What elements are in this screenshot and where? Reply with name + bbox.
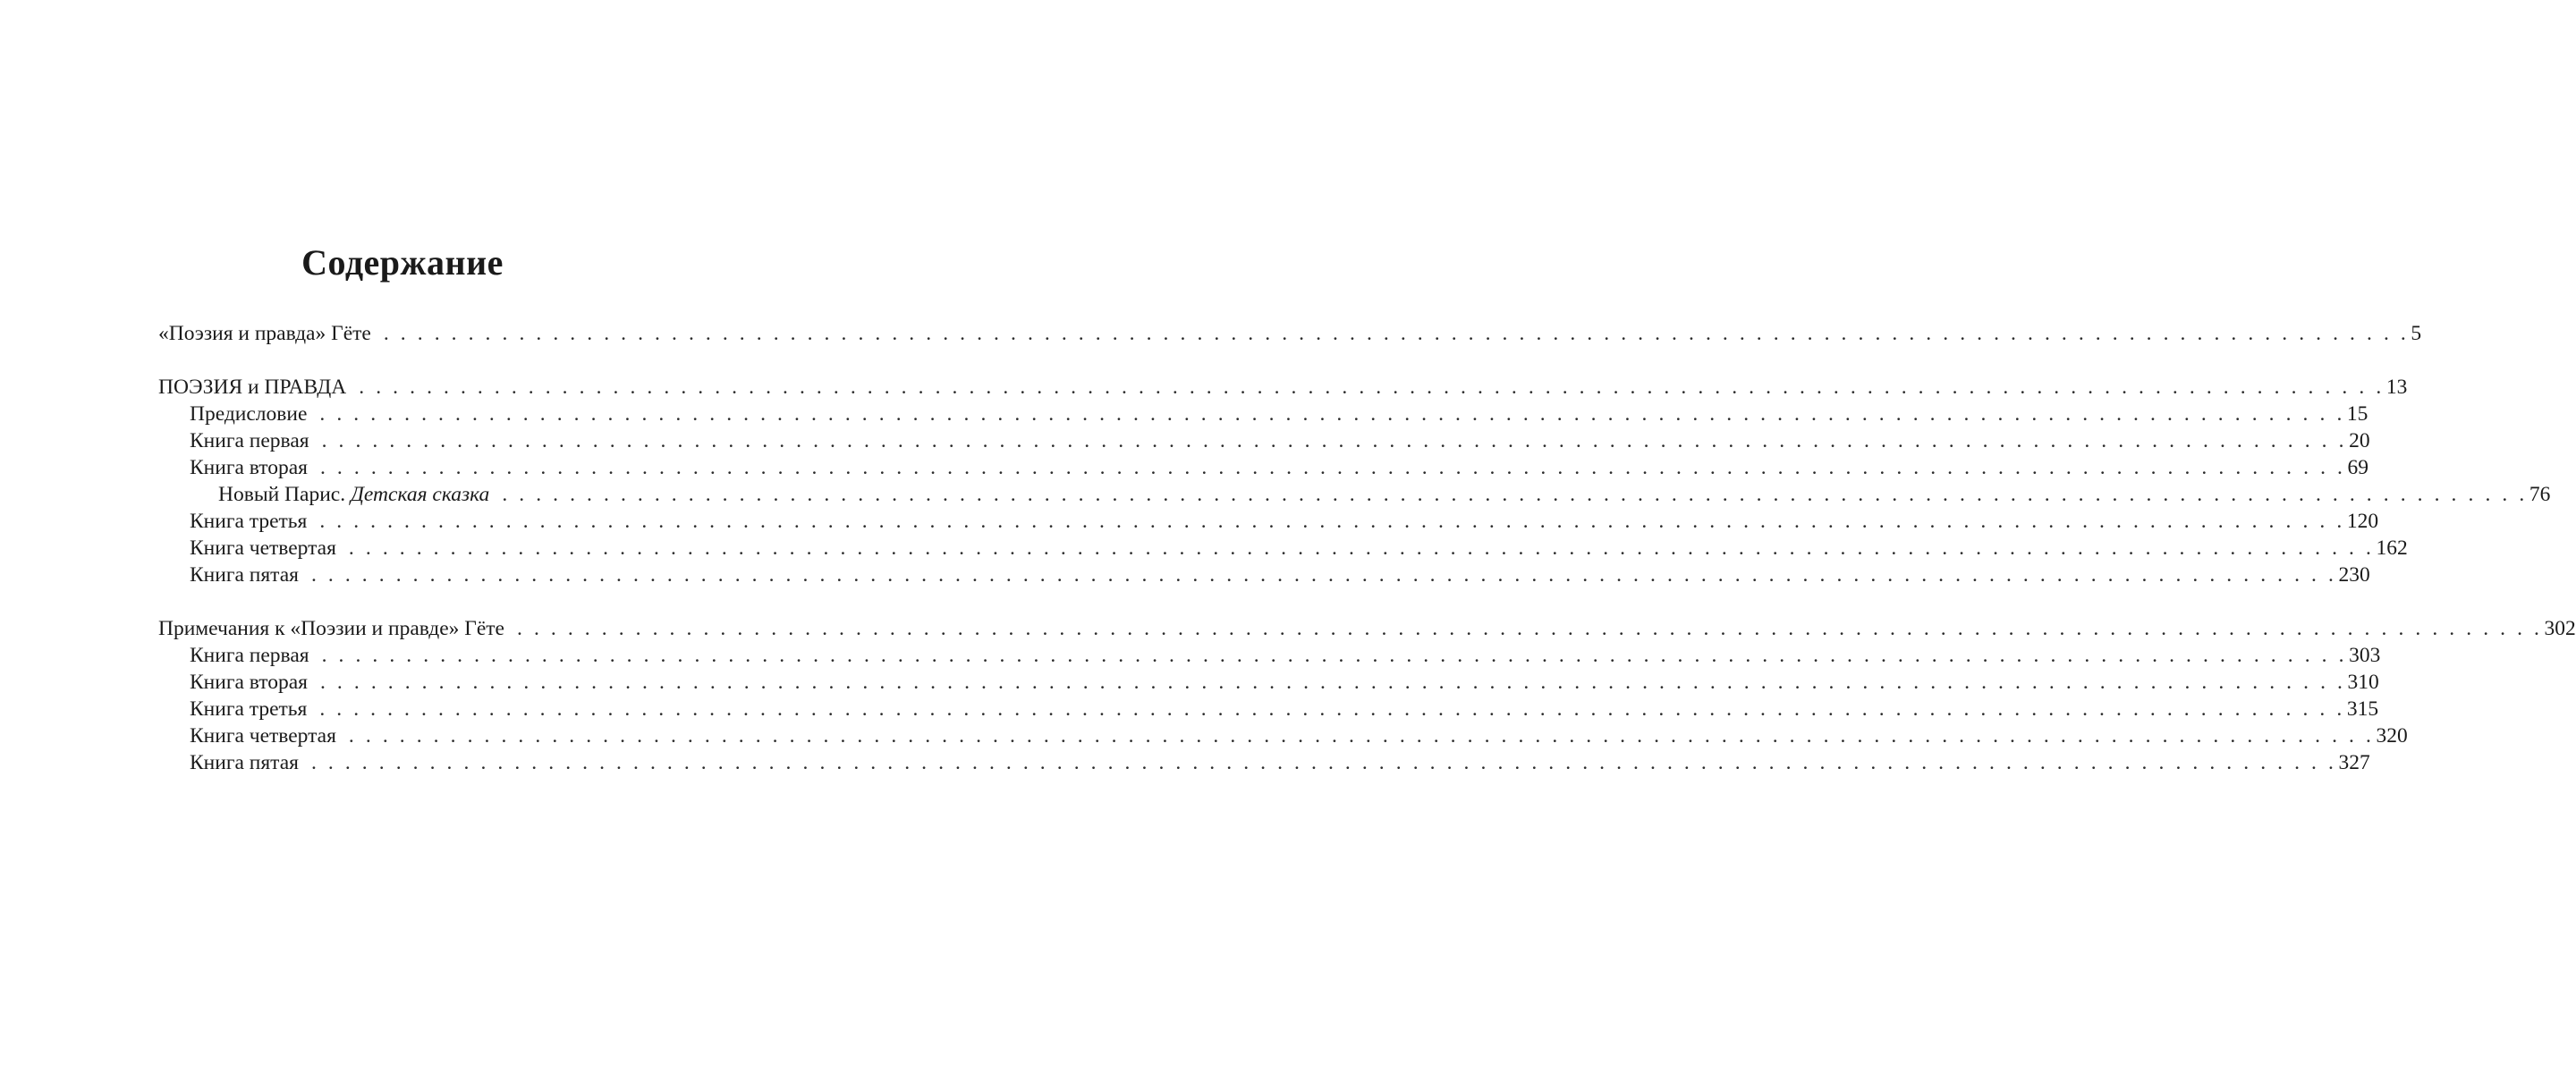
toc-entry[interactable] [158,642,2381,669]
toc-entry[interactable] [158,696,2379,722]
toc-entry-label [190,696,307,722]
section-spacer [158,588,670,615]
toc-entry-label [190,642,309,669]
toc-page-number: 5 [2411,322,2422,345]
toc-entry-label [190,562,299,588]
toc-entry-title: Предисловие [190,402,308,426]
dot-leader: . . . . . . . . . . . . . . . . . . . . . . . . . . . . . . . . . . . . . . . . . . . . . . . . . . . . . . . . . . . . . . . . . . . . . . . . . . . . . . . . . . . . . . . . . . . . . . . . . . . . . . . . . . . . . . . . . . . . . . . . [319,402,2345,426]
toc-page-number: 15 [2346,402,2368,426]
dot-leader: . . . . . . . . . . . . . . . . . . . . . . . . . . . . . . . . . . . . . . . . . . . . . . . . . . . . . . . . . . . . . . . . . . . . . . . . . . . . . . . . . . . . . . . . . . . . . . . . . . . . . . . . . . . . . . . . . . . . . . . . [319,697,2345,721]
toc-section [158,320,2422,347]
toc-entry-label [158,615,504,642]
dot-leader: . . . . . . . . . . . . . . . . . . . . . . . . . . . . . . . . . . . . . . . . . . . . . . . . . . . . . . . . . . . . . . . . . . . . . . . . . . . . . . . . . . . . . . . . . . . . . . . . . . . . . . . . . . . . . . . . . . . . . . . . [321,644,2348,667]
section-spacer [158,347,670,374]
toc-entry[interactable] [158,374,2408,401]
toc-entry-title: «Поэзия и правда» Гёте [158,322,371,345]
toc-entry-label [190,535,336,562]
toc-entry-title: Книга вторая [190,671,308,694]
toc-page-number: 76 [2529,483,2551,506]
toc-entry-title: Книга третья [190,697,308,721]
toc-entry[interactable] [158,320,2422,347]
toc-entry[interactable] [158,562,2370,588]
toc-entry[interactable] [158,669,2379,696]
toc-entry[interactable] [158,615,2576,642]
toc-page-number: 20 [2349,429,2370,452]
toc-entry[interactable] [158,427,2370,454]
toc-page-number: 320 [2376,724,2408,748]
toc-entry-title: Книга первая [190,429,309,452]
toc-entry-subtitle: Детская сказка [350,483,490,506]
dot-leader: . . . . . . . . . . . . . . . . . . . . . . . . . . . . . . . . . . . . . . . . . . . . . . . . . . . . . . . . . . . . . . . . . . . . . . . . . . . . . . . . . . . . . . . . . . . . . . . . . . . . . . . . . . . . . . . . . . . . . . . . [319,671,2346,694]
toc-entry-title: Книга пятая [190,563,299,587]
toc-page-number: 162 [2376,536,2408,560]
toc-entry-label [158,320,371,347]
toc-entry-title: Книга первая [190,644,309,667]
dot-leader: . . . . . . . . . . . . . . . . . . . . . . . . . . . . . . . . . . . . . . . . . . . . . . . . . . . . . . . . . . . . . . . . . . . . . . . . . . . . . . . . . . . . . . . . . . . . . . . . . . . . . . . . . . . . . . . . . . . . . . . . [321,429,2348,452]
toc-entry-title: Книга четвертая [190,724,336,748]
dot-leader: . . . . . . . . . . . . . . . . . . . . . . . . . . . . . . . . . . . . . . . . . . . . . . . . . . . . . . . . . . . . . . . . . . . . . . . . . . . . . . . . . . . . . . . . . . . . . . . . . . . . . . . . . . . . . . . . . . . . . . . . [348,536,2375,560]
toc-entry[interactable] [158,722,2408,749]
toc-section [158,374,2551,588]
toc-entry-label [190,401,307,427]
toc-entry[interactable] [158,508,2379,535]
page-title: Содержание [301,242,504,283]
table-of-contents [158,320,2576,776]
toc-entry-title: Примечания к «Поэзии и правде» Гёте [158,617,504,640]
toc-entry-label [158,374,346,401]
toc-entry-label [190,749,299,776]
dot-leader: . . . . . . . . . . . . . . . . . . . . . . . . . . . . . . . . . . . . . . . . . . . . . . . . . . . . . . . . . . . . . . . . . . . . . . . . . . . . . . . . . . . . . . . . . . . . . . . . . . . . . . . . . . . . . . . . . . . . . . . . [383,322,2410,345]
toc-entry-title: ПОЭЗИЯ и ПРАВДА [158,376,347,399]
toc-page-number: 315 [2346,697,2379,721]
toc-entry-title: Книга четвертая [190,536,336,560]
toc-page-number: 69 [2347,456,2369,479]
dot-leader: . . . . . . . . . . . . . . . . . . . . . . . . . . . . . . . . . . . . . . . . . . . . . . . . . . . . . . . . . . . . . . . . . . . . . . . . . . . . . . . . . . . . . . . . . . . . . . . . . . . . . . . . . . . . . . . . . . . . . . . . [310,563,2337,587]
toc-entry-label [190,722,336,749]
toc-entry-title: Книга третья [190,510,308,533]
toc-page-number: 303 [2349,644,2381,667]
toc-entry-label [190,427,309,454]
toc-entry-label [190,508,307,535]
toc-page-number: 310 [2347,671,2379,694]
toc-entry-label [218,481,489,508]
toc-section [158,615,2576,776]
dot-leader: . . . . . . . . . . . . . . . . . . . . . . . . . . . . . . . . . . . . . . . . . . . . . . . . . . . . . . . . . . . . . . . . . . . . . . . . . . . . . . . . . . . . . . . . . . . . . . . . . . . . . . . . . . . . . . . . . . . . . . . . [310,751,2337,774]
dot-leader: . . . . . . . . . . . . . . . . . . . . . . . . . . . . . . . . . . . . . . . . . . . . . . . . . . . . . . . . . . . . . . . . . . . . . . . . . . . . . . . . . . . . . . . . . . . . . . . . . . . . . . . . . . . . . . . . . . . . . . . . [517,617,2543,640]
toc-entry-label [190,454,308,481]
dot-leader: . . . . . . . . . . . . . . . . . . . . . . . . . . . . . . . . . . . . . . . . . . . . . . . . . . . . . . . . . . . . . . . . . . . . . . . . . . . . . . . . . . . . . . . . . . . . . . . . . . . . . . . . . . . . . . . . . . . . . . . . [319,456,2346,479]
toc-page-number: 230 [2338,563,2370,587]
toc-entry-label [190,669,308,696]
toc-page-number: 302 [2544,617,2576,640]
dot-leader: . . . . . . . . . . . . . . . . . . . . . . . . . . . . . . . . . . . . . . . . . . . . . . . . . . . . . . . . . . . . . . . . . . . . . . . . . . . . . . . . . . . . . . . . . . . . . . . . . . . . . . . . . . . . . . . . . . . . . . . . [502,483,2528,506]
toc-entry[interactable] [158,481,2551,508]
dot-leader: . . . . . . . . . . . . . . . . . . . . . . . . . . . . . . . . . . . . . . . . . . . . . . . . . . . . . . . . . . . . . . . . . . . . . . . . . . . . . . . . . . . . . . . . . . . . . . . . . . . . . . . . . . . . . . . . . . . . . . . . [319,510,2345,533]
dot-leader: . . . . . . . . . . . . . . . . . . . . . . . . . . . . . . . . . . . . . . . . . . . . . . . . . . . . . . . . . . . . . . . . . . . . . . . . . . . . . . . . . . . . . . . . . . . . . . . . . . . . . . . . . . . . . . . . . . . . . . . . [359,376,2385,399]
toc-page-number: 120 [2346,510,2379,533]
toc-entry[interactable] [158,535,2408,562]
toc-entry-title: Книга вторая [190,456,308,479]
toc-page-number: 327 [2338,751,2370,774]
toc-entry[interactable] [158,454,2369,481]
toc-entry-title: Книга пятая [190,751,299,774]
toc-entry[interactable] [158,749,2370,776]
dot-leader: . . . . . . . . . . . . . . . . . . . . . . . . . . . . . . . . . . . . . . . . . . . . . . . . . . . . . . . . . . . . . . . . . . . . . . . . . . . . . . . . . . . . . . . . . . . . . . . . . . . . . . . . . . . . . . . . . . . . . . . . [348,724,2375,748]
toc-entry-title: Новый Парис. [218,483,346,506]
toc-entry[interactable] [158,401,2368,427]
toc-page-number: 13 [2385,376,2408,399]
